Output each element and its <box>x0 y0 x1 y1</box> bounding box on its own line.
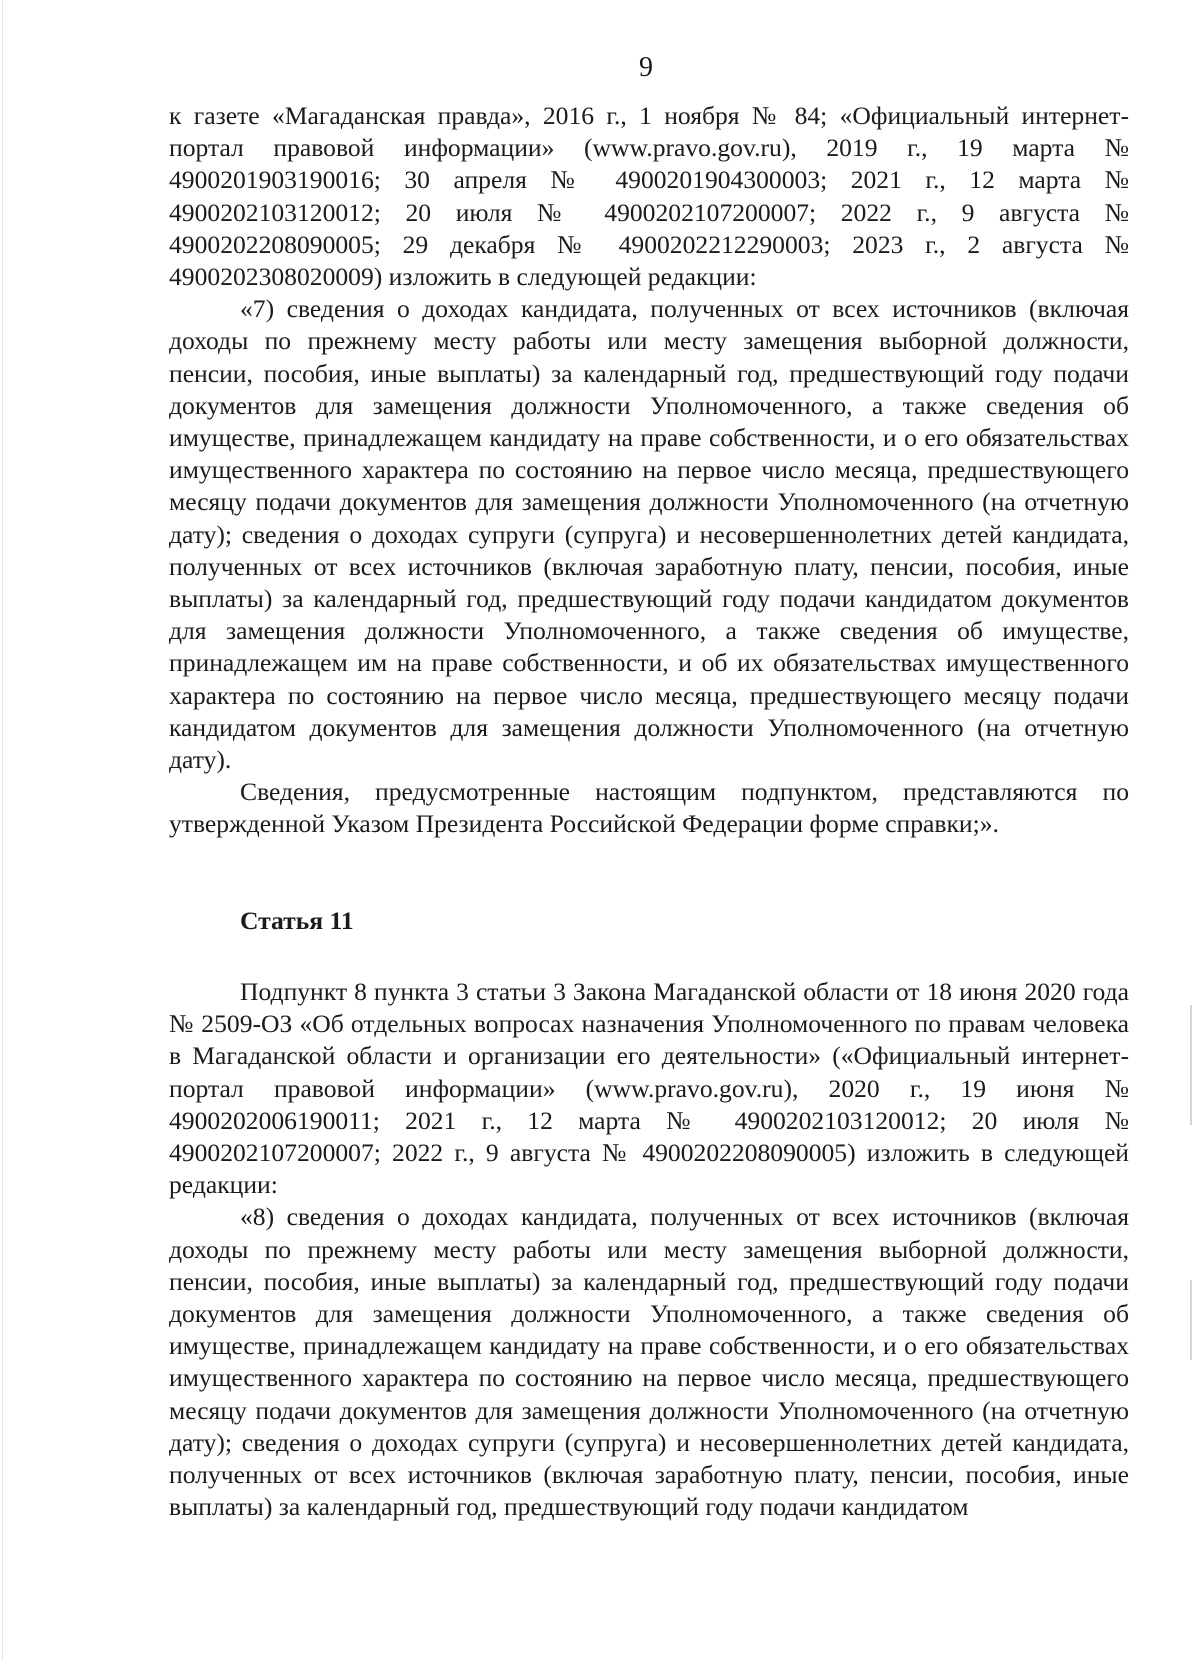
paragraph: «7) сведения о доходах кандидата, полученных от всех источников (включая доходы по прежнему месту работы или месту замещения выборной должности, пенсии, пособия, иные выплаты) за календарный год, предшествующий году подачи документов для замещения должности Уполномоченного, а также сведения об имуществе, принадлежащем кандидату на праве собственности, и о его обязательствах имущественного характера по состоянию на первое число месяца, предшествующего месяцу подачи документов для замещения должности Уполномоченного (на отчетную дату); сведения о доходах супруги (супруга) и несовершеннолетних детей кандидата, полученных от всех источников (включая заработную плату, пенсии, пособия, иные выплаты) за календарный год, предшествующий году подачи кандидатом документов для замещения должности Уполномоченного, а также сведения об имуществе, принадлежащем им на праве собственности, и об их обязательствах имущественного характера по состоянию на первое число месяца, предшествующего месяцу подачи кандидатом документов для замещения должности Уполномоченного (на отчетную дату). <box>169 294 1129 775</box>
page-number: 9 <box>639 52 653 83</box>
text-block-bottom <box>169 976 1129 1523</box>
text-block-top <box>169 100 1129 841</box>
scan-right-mark <box>1190 1005 1192 1125</box>
paragraph: Подпункт 8 пункта 3 статьи 3 Закона Магаданской области от 18 июня 2020 года № 2509-ОЗ «Об отдельных вопросах назначения Уполномоченного по правам человека в Магаданской области и организации его деятельности» («Официальный интернет-портал правовой информации» (www.pravo.gov.ru), 2020 г., 19 июня № 4900202006190011; 2021 г., 12 марта № 4900202103120012; 20 июля № 4900202107200007; 2022 г., 9 августа № 4900202208090005) изложить в следующей редакции: <box>169 977 1129 1200</box>
scan-right-mark <box>1190 1280 1192 1360</box>
article-heading: Статья 11 <box>240 906 354 935</box>
scan-left-edge <box>2 0 3 1661</box>
paragraph: «8) сведения о доходах кандидата, полученных от всех источников (включая доходы по прежнему месту работы или месту замещения выборной должности, пенсии, пособия, иные выплаты) за календарный год, предшествующий году подачи документов для замещения должности Уполномоченного, а также сведения об имуществе, принадлежащем кандидату на праве собственности, и о его обязательствах имущественного характера по состоянию на первое число месяца, предшествующего месяцу подачи документов для замещения должности Уполномоченного (на отчетную дату); сведения о доходах супруги (супруга) и несовершеннолетних детей кандидата, полученных от всех источников (включая заработную плату, пенсии, пособия, иные выплаты) за календарный год, предшествующий году подачи кандидатом <box>169 1202 1129 1522</box>
paragraph: к газете «Магаданская правда», 2016 г., 1 ноября № 84; «Официальный интернет-портал правовой информации» (www.pravo.gov.ru), 2019 г., 19 марта № 4900201903190016; 30 апреля № 4900201904300003; 2021 г., 12 марта № 4900202103120012; 20 июля № 4900202107200007; 2022 г., 9 августа № 4900202208090005; 29 декабря № 4900202212290003; 2023 г., 2 августа № 4900202308020009) изложить в следующей редакции: <box>169 101 1129 292</box>
paragraph: Сведения, предусмотренные настоящим подпунктом, представляются по утвержденной Указом Президента Российской Федерации форме справки;». <box>169 777 1129 839</box>
